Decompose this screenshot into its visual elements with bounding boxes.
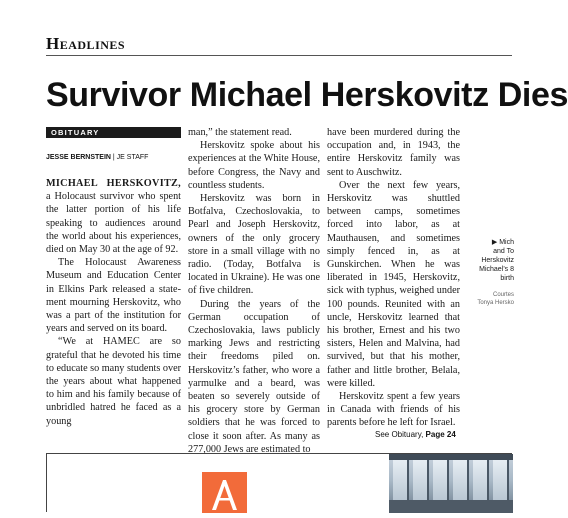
- ad-photo-window: [493, 460, 509, 500]
- paragraph: Herskovitz spent a few years in Canada with friends of his parents before he left for Israel.: [327, 391, 460, 429]
- ad-photo-window: [453, 460, 469, 500]
- article-column-1: [46, 177, 181, 428]
- paragraph: [46, 177, 181, 256]
- credit-line: Tonya Hersko: [477, 300, 514, 306]
- ad-photo-floor: [389, 500, 513, 513]
- photo-credit: [462, 291, 514, 307]
- section-rule: [46, 55, 512, 56]
- continuation-text: See Obituary,: [375, 430, 426, 439]
- paragraph: The Holocaust Awareness Museum and Education Center in Elkins Park released a statement mourning Herskovitz, who was a part of the institution for years and served on its board.: [46, 257, 181, 335]
- paragraph: have been murdered during the occupation and, in 1943, the entire Herskovitz family was sent to Auschwitz.: [327, 127, 460, 178]
- caption-line: Herskovitz: [481, 257, 514, 264]
- kicker-label: OBITUARY: [51, 128, 100, 137]
- byline-role: | JE STAFF: [110, 154, 149, 161]
- byline-author: JESSE BERNSTEIN: [46, 154, 111, 161]
- ad-photo-window: [393, 460, 409, 500]
- caption-line: birth: [500, 275, 514, 282]
- logo-letter-a-icon: [202, 472, 247, 513]
- caption-line: Michael’s 8: [479, 266, 514, 273]
- paragraph: Over the next few years, Herskovitz was shuttled between camps, sometimes forced into labor, as at Mauthausen, and sometimes simply fenced in, as at Gunskirchen. When he was liberated in 1945, Herskovitz, sick with typhus, weighed under 100 pounds. Reunited with an uncle, Herskovitz learned that his brother, Ernest and his two sisters, Helen and Malvina, had survived, but that his mother, father and little brother, Belala, were killed.: [327, 179, 460, 389]
- advertiser-logo-icon: [202, 472, 247, 513]
- section-heading: Headlines: [46, 34, 126, 53]
- article-column-2: [188, 126, 320, 456]
- paragraph: Herskovitz spoke about his experiences at the White House, before Congress, the Navy and countless students.: [188, 140, 320, 191]
- byline: [46, 154, 148, 161]
- article-column-3: [327, 126, 460, 430]
- credit-line: Courtes: [492, 292, 514, 298]
- ad-photo-window: [413, 460, 429, 500]
- paragraph: man,” the statement read.: [188, 127, 292, 138]
- ad-photo-interior: [389, 454, 513, 513]
- lead-in: MICHAEL HERSKOVITZ,: [46, 178, 181, 189]
- continuation-line[interactable]: [375, 430, 456, 439]
- caption-line: ▶ Mich: [491, 239, 514, 246]
- ad-photo-window: [473, 460, 489, 500]
- paragraph: During the years of the German occupation of Czechoslovakia, laws publicly marking Jews and restricting their freedoms piled on. Herskovitz’s father, who wore a yarmulke and a beard, was beaten so severely outside of his grocery store by German soldiers that he was forced to close it soon after. As many as 277,000 Jews are estimated to: [188, 298, 320, 455]
- advertisement[interactable]: [46, 453, 512, 512]
- ad-photo-window: [433, 460, 449, 500]
- continuation-page: Page 24: [425, 430, 456, 439]
- paragraph: “We at HAMEC are so grateful that he devoted his time to educate so many students over the years about what happened to him and his family because of unbridled hatred he faced as a young: [46, 336, 181, 427]
- photo-caption: [462, 238, 514, 283]
- caption-line: and To: [493, 248, 514, 255]
- lead-paragraph-text: a Holocaust survivor who spent the latter portion of his life speaking to audiences around the world about his experiences, died on May 30 at the age of 92.: [46, 191, 181, 256]
- headline: Survivor Michael Herskovitz Dies: [46, 76, 568, 114]
- paragraph: Herskovitz was born in Botfalva, Czechoslovakia, to Pearl and Joseph Herskovitz, owners of the only grocery store in a small village with no radio. (Today, Botfalva is located in Ukraine). He was one of five children.: [188, 193, 320, 297]
